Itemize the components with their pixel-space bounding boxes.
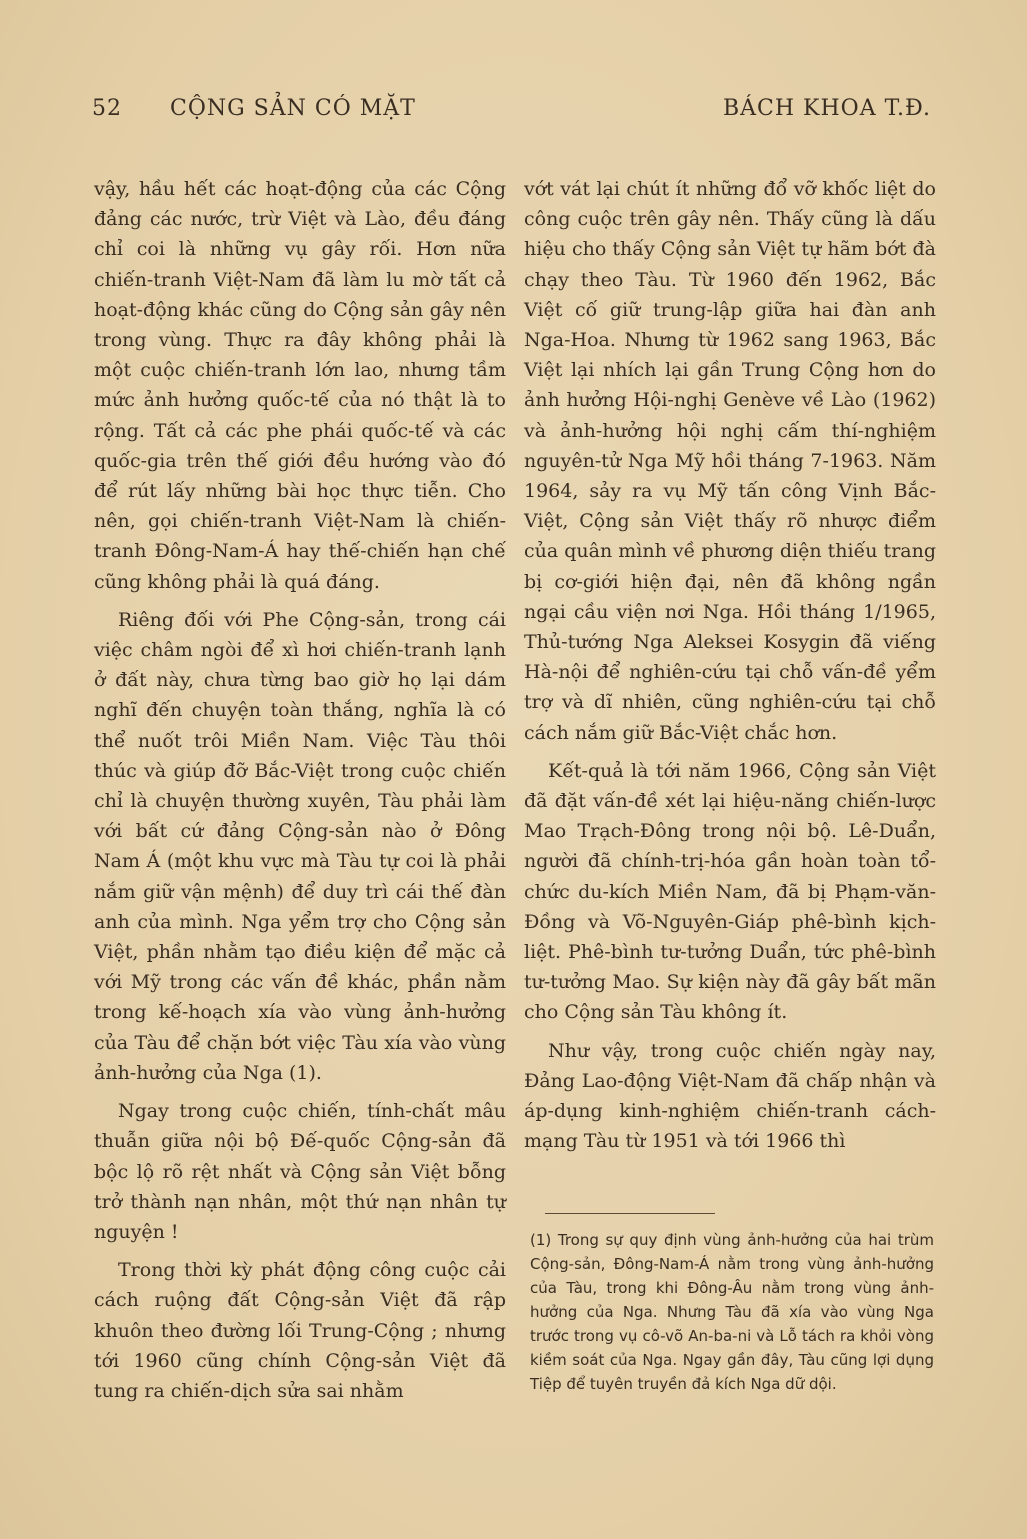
footnote — [530, 1228, 934, 1396]
paragraph: Ngay trong cuộc chiến, tính-chất mâu thuẫn giữa nội bộ Đế-quốc Cộng-sản đã bộc lộ rõ rệt nhất và Cộng sản Việt bỗng trở thành nạn nhân, một thứ nạn nhân tự nguyện ! — [94, 1100, 506, 1243]
paragraph: vậy, hầu hết các hoạt-động của các Cộng đảng các nước, trừ Việt và Lào, đều đáng chỉ coi là những vụ gây rối. Hơn nữa chiến-tranh Việt-Nam đã làm lu mờ tất cả hoạt-động khác cũng do Cộng sản gây nên trong vùng. Thực ra đây không phải là một cuộc chiến-tranh lớn lao, nhưng tầm mức ảnh hưởng quốc-tế của nó thật là to rộng. Tất cả các phe phái quốc-tế và các quốc-gia trên thế giới đều hướng vào đó để rút lấy những bài học thực tiễn. Cho nên, gọi chiến-tranh Việt-Nam là chiến-tranh Đông-Nam-Á hay thế-chiến hạn chế cũng không phải là quá đáng. — [94, 178, 506, 593]
running-title-right: BÁCH KHOA T.Đ. — [722, 96, 931, 121]
paragraph: Trong thời kỳ phát động công cuộc cải cách ruộng đất Cộng-sản Việt đã rập khuôn theo đường lối Trung-Cộng ; nhưng tới 1960 cũng chính Cộng-sản Việt đã tung ra chiến-dịch sửa sai nhằm — [94, 1259, 506, 1402]
page-header — [92, 92, 931, 132]
right-column — [524, 174, 936, 1157]
footnote-text: (1) Trong sự quy định vùng ảnh-hưởng của hai trùm Cộng-sản, Đông-Nam-Á nằm trong vùng ảnh-hưởng của Tàu, trong khi Đông-Âu nằm trong vùng ảnh-hưởng của Nga. Nhưng Tàu đã xía vào vùng Nga trước trong vụ cô-võ An-ba-ni và Lỗ tách ra khỏi vòng kiềm soát của Nga. Ngay gần đây, Tàu cũng lợi dụng Tiệp để tuyên truyền đả kích Nga dữ dội. — [530, 1231, 934, 1393]
running-title-left: CỘNG SẢN CÓ MẶT — [170, 96, 416, 121]
page-number: 52 — [92, 96, 122, 121]
paragraph: Kết-quả là tới năm 1966, Cộng sản Việt đã đặt vấn-đề xét lại hiệu-năng chiến-lược Mao Trạch-Đông trong nội bộ. Lê-Duẩn, người đã chính-trị-hóa gần hoàn toàn tổ-chức du-kích Miền Nam, đã bị Phạm-văn-Đồng và Võ-Nguyên-Giáp phê-bình kịch-liệt. Phê-bình tư-tưởng Duẩn, tức phê-bình tư-tưởng Mao. Sự kiện này đã gây bất mãn cho Cộng sản Tàu không ít. — [524, 759, 936, 1024]
footnote-divider — [545, 1213, 715, 1214]
paragraph: vớt vát lại chút ít những đổ vỡ khốc liệt do công cuộc trên gây nên. Thấy cũng là dấu hiệu cho thấy Cộng sản Việt tự hãm bớt đà chạy theo Tàu. Từ 1960 đến 1962, Bắc Việt cố giữ trung-lập giữa hai đàn anh Nga-Hoa. Nhưng từ 1962 sang 1963, Bắc Việt lại nhích lại gần Trung Cộng hơn do ảnh hưởng Hội-nghị Genève về Lào (1962) và ảnh-hưởng hội nghị cấm thí-nghiệm nguyên-tử Nga Mỹ hồi tháng 7-1963. Năm 1964, sảy ra vụ Mỹ tấn công Vịnh Bắc-Việt, Cộng sản Việt thấy rõ nhược điểm của quân mình về phương diện thiếu trang bị cơ-giới hiện đại, nên đã không ngần ngại cầu viện nơi Nga. Hồi tháng 1/1965, Thủ-tướng Nga Aleksei Kosygin đã viếng Hà-nội để nghiên-cứu tại chỗ vấn-đề yểm trợ và dĩ nhiên, cũng nghiên-cứu tại chỗ cách nắm giữ Bắc-Việt chắc hơn. — [524, 178, 936, 744]
paragraph: Riêng đối với Phe Cộng-sản, trong cái việc châm ngòi để xì hơi chiến-tranh lạnh ở đất này, chưa từng bao giờ họ lại dám nghĩ đến chuyện toàn thắng, nghĩa là có thể nuốt trôi Miền Nam. Việc Tàu thôi thúc và giúp đỡ Bắc-Việt trong cuộc chiến chỉ là chuyện thường xuyên, Tàu phải làm với bất cứ đảng Cộng-sản nào ở Đông Nam Á (một khu vực mà Tàu tự coi là phải nắm giữ vận mệnh) để duy trì cái thế đàn anh của mình. Nga yểm trợ cho Cộng sản Việt, phần nhằm tạo điều kiện để mặc cả với Mỹ trong các vấn đề khác, phần nằm trong kế-hoạch xía vào vùng ảnh-hưởng của Tàu để chặn bớt việc Tàu xía vào vùng ảnh-hưởng của Nga (1). — [94, 608, 506, 1084]
left-column — [94, 174, 506, 1406]
paragraph: Như vậy, trong cuộc chiến ngày nay, Đảng Lao-động Việt-Nam đã chấp nhận và áp-dụng kinh-nghiệm chiến-tranh cách-mạng Tàu từ 1951 và tới 1966 thì — [524, 1039, 936, 1153]
